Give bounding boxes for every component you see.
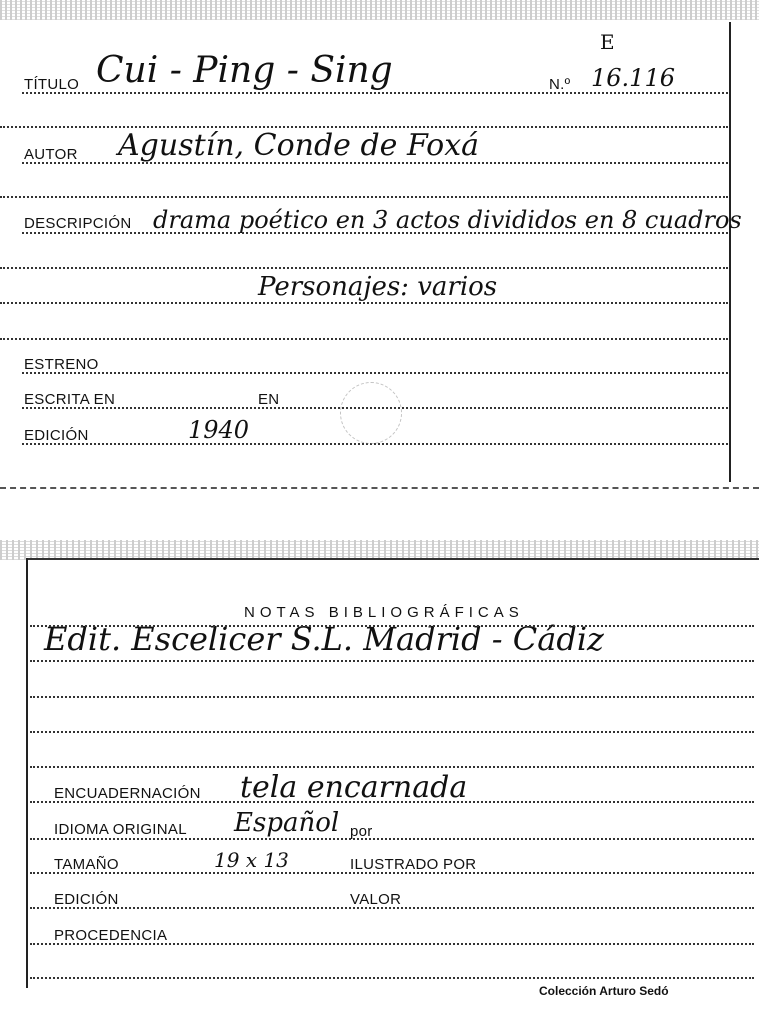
blank-line-3 bbox=[0, 267, 728, 269]
card-bottom-left-border bbox=[26, 558, 28, 988]
idioma-label: IDIOMA ORIGINAL bbox=[54, 821, 187, 838]
notas-value: Edit. Escelicer S.L. Madrid - Cádiz bbox=[44, 620, 604, 658]
card-bottom-top-border bbox=[26, 558, 759, 560]
tamano-value: 19 x 13 bbox=[214, 848, 289, 872]
notas-line-5 bbox=[30, 766, 754, 768]
estreno-line bbox=[22, 372, 728, 374]
corner-mark: E bbox=[600, 30, 615, 54]
ilustrado-label: ILUSTRADO POR bbox=[350, 856, 477, 873]
valor-label: VALOR bbox=[350, 891, 402, 908]
scan-noise-top bbox=[0, 0, 759, 20]
estreno-label: ESTRENO bbox=[24, 356, 99, 373]
idioma-value: Español bbox=[234, 808, 340, 838]
numero-value: 16.116 bbox=[591, 64, 675, 92]
edicion2-line bbox=[30, 907, 754, 909]
encuadernacion-line bbox=[30, 801, 754, 803]
tamano-line bbox=[30, 872, 754, 874]
tamano-label: TAMAÑO bbox=[54, 856, 119, 873]
descripcion-value: drama poético en 3 actos divididos en 8 cuadros bbox=[153, 206, 742, 234]
notas-line-4 bbox=[30, 731, 754, 733]
personajes-line bbox=[0, 302, 728, 304]
blank-line-2 bbox=[0, 196, 728, 198]
descripcion-label: DESCRIPCIÓN bbox=[24, 215, 132, 232]
encuadernacion-value: tela encarnada bbox=[240, 770, 468, 805]
descripcion-line bbox=[22, 232, 728, 234]
notas-line-3 bbox=[30, 696, 754, 698]
titulo-line bbox=[22, 92, 728, 94]
faded-stamp bbox=[340, 382, 402, 444]
descripcion-value-2: Personajes: varios bbox=[258, 272, 498, 302]
edicion-label: EDICIÓN bbox=[24, 427, 89, 444]
numero-label: N.º bbox=[549, 76, 571, 93]
card-separator bbox=[0, 487, 759, 489]
collection-footer: Colección Arturo Sedó bbox=[539, 984, 669, 998]
notas-line-2 bbox=[30, 660, 754, 662]
titulo-value: Cui - Ping - Sing bbox=[96, 50, 393, 91]
blank-line-4 bbox=[0, 338, 728, 340]
procedencia-line bbox=[30, 943, 754, 945]
scan-noise-middle bbox=[0, 540, 759, 560]
escrita-en-label: ESCRITA EN bbox=[24, 391, 116, 408]
notas-line-1 bbox=[30, 625, 754, 627]
idioma-por-label: por bbox=[350, 823, 373, 840]
escrita-en-en-label: EN bbox=[258, 391, 280, 408]
encuadernacion-label: ENCUADERNACIÓN bbox=[54, 785, 201, 802]
autor-line bbox=[22, 162, 728, 164]
idioma-line bbox=[30, 838, 754, 840]
autor-label: AUTOR bbox=[24, 146, 78, 163]
card-top-right-border bbox=[729, 22, 731, 482]
autor-value: Agustín, Conde de Foxá bbox=[118, 128, 479, 163]
edicion2-label: EDICIÓN bbox=[54, 891, 119, 908]
procedencia-label: PROCEDENCIA bbox=[54, 927, 168, 944]
blank-line-bottom bbox=[30, 977, 754, 979]
titulo-label: TÍTULO bbox=[24, 76, 80, 93]
edicion-value: 1940 bbox=[188, 416, 250, 444]
notas-heading: NOTAS BIBLIOGRÁFICAS bbox=[244, 604, 524, 621]
